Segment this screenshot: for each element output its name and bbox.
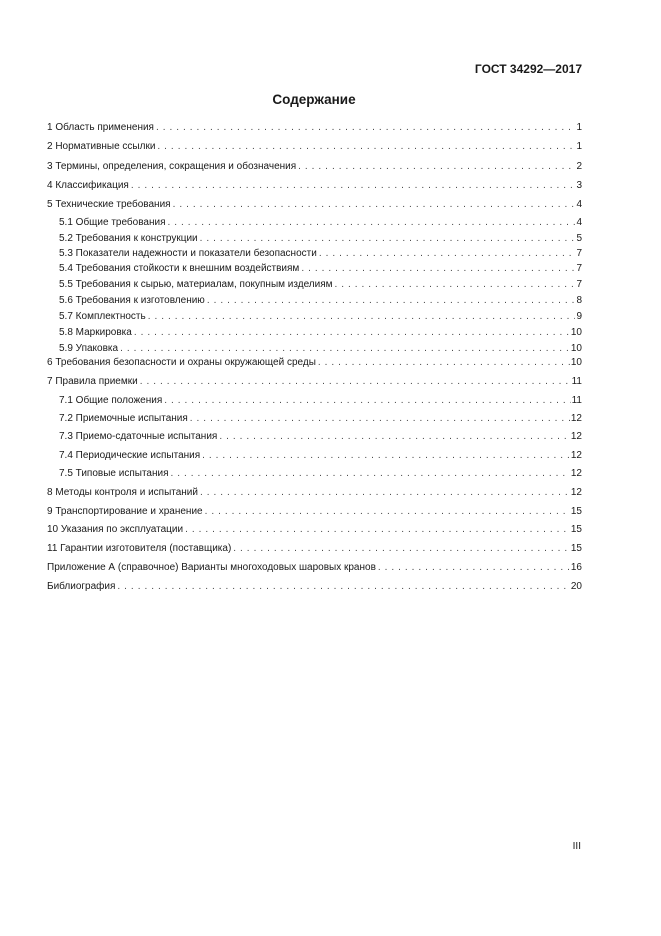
toc-leader-dots xyxy=(335,278,576,292)
toc-entry-page: 3 xyxy=(576,180,582,191)
toc-leader-dots xyxy=(156,121,575,135)
toc-entry xyxy=(47,140,582,154)
toc-entry-label: 5.7 Комплектность xyxy=(59,311,146,322)
toc-entry xyxy=(47,310,582,324)
toc-entry-label: 5.9 Упаковка xyxy=(59,343,119,354)
toc-entry-page: 20 xyxy=(570,581,582,592)
toc-entry-page: 1 xyxy=(576,141,582,152)
toc-entry xyxy=(47,523,582,537)
toc-entry-label: 9 Транспортирование и хранение xyxy=(47,506,203,517)
toc-entry-page: 12 xyxy=(570,450,582,461)
toc-entry-label: 5.1 Общие требования xyxy=(59,217,166,228)
toc-entry-page: 8 xyxy=(576,295,582,306)
toc-entry-page: 7 xyxy=(576,248,582,259)
toc-leader-dots xyxy=(219,430,570,444)
toc-entry-label: 5.2 Требования к конструкции xyxy=(59,233,198,244)
toc-entry xyxy=(47,486,582,500)
toc-entry xyxy=(47,232,582,246)
toc-leader-dots xyxy=(148,310,576,324)
toc-entry-page: 2 xyxy=(576,161,582,172)
toc-entry-label: Приложение А (справочное) Варианты многоходовых шаровых кранов xyxy=(47,562,376,573)
toc-entry xyxy=(47,262,582,276)
toc-entry xyxy=(47,561,582,575)
toc-leader-dots xyxy=(301,262,575,276)
toc-leader-dots xyxy=(205,505,570,519)
toc-entry-label: 7.3 Приемо-сдаточные испытания xyxy=(59,431,218,442)
toc-leader-dots xyxy=(202,449,570,463)
toc-entry-page: 15 xyxy=(570,543,582,554)
toc-entry-label: 5.8 Маркировка xyxy=(59,327,132,338)
toc-entry xyxy=(47,449,582,463)
toc-entry-page: 9 xyxy=(576,311,582,322)
toc-leader-dots xyxy=(171,467,570,481)
page-title: Содержание xyxy=(272,92,356,107)
toc-entry-page: 7 xyxy=(576,263,582,274)
toc-entry-page: 7 xyxy=(576,279,582,290)
toc-entry-label: 11 Гарантии изготовителя (поставщика) xyxy=(47,543,232,554)
toc-leader-dots xyxy=(157,140,575,154)
toc-entry-label: 2 Нормативные ссылки xyxy=(47,141,156,152)
toc-entry xyxy=(47,342,582,356)
toc-leader-dots xyxy=(318,356,570,370)
toc-leader-dots xyxy=(185,523,570,537)
toc-entry xyxy=(47,216,582,230)
toc-leader-dots xyxy=(200,486,570,500)
toc-entry-label: Библиография xyxy=(47,581,116,592)
toc-leader-dots xyxy=(120,342,570,356)
toc-leader-dots xyxy=(200,232,576,246)
toc-entry-page: 15 xyxy=(570,524,582,535)
toc-entry-page: 12 xyxy=(570,431,582,442)
toc-leader-dots xyxy=(378,561,570,575)
toc-entry-page: 12 xyxy=(570,487,582,498)
toc-entry-page: 4 xyxy=(576,199,582,210)
toc-leader-dots xyxy=(190,412,570,426)
toc-entry xyxy=(47,505,582,519)
toc-entry xyxy=(47,356,582,370)
toc-entry xyxy=(47,247,582,261)
toc-entry-page: 12 xyxy=(570,468,582,479)
toc-entry-page: 11 xyxy=(571,376,582,387)
toc-entry-label: 7.1 Общие положения xyxy=(59,395,163,406)
toc-entry-page: 10 xyxy=(570,357,582,368)
toc-entry-label: 4 Классификация xyxy=(47,180,129,191)
toc-leader-dots xyxy=(298,160,575,174)
toc-entry-label: 3 Термины, определения, сокращения и обозначения xyxy=(47,161,297,172)
toc-entry-label: 5.4 Требования стойкости к внешним воздействиям xyxy=(59,263,300,274)
toc-entry xyxy=(47,375,582,389)
toc-entry xyxy=(47,278,582,292)
toc-entry-label: 5.3 Показатели надежности и показатели безопасности xyxy=(59,248,317,259)
toc-entry-label: 5.6 Требования к изготовлению xyxy=(59,295,205,306)
toc-entry xyxy=(47,326,582,340)
toc-entry xyxy=(47,412,582,426)
toc-entry xyxy=(47,160,582,174)
toc-entry xyxy=(47,121,582,135)
toc-entry-page: 16 xyxy=(570,562,582,573)
toc-leader-dots xyxy=(173,198,576,212)
page-number: III xyxy=(572,841,581,852)
toc-entry-page: 15 xyxy=(570,506,582,517)
toc-leader-dots xyxy=(131,179,576,193)
toc-entry-label: 10 Указания по эксплуатации xyxy=(47,524,184,535)
toc-entry-page: 10 xyxy=(570,327,582,338)
toc-leader-dots xyxy=(140,375,571,389)
toc-entry-page: 10 xyxy=(570,343,582,354)
toc-entry-page: 11 xyxy=(571,395,582,406)
toc-entry xyxy=(47,294,582,308)
toc-entry-label: 7.4 Периодические испытания xyxy=(59,450,201,461)
toc-entry-page: 1 xyxy=(576,122,582,133)
toc-entry-label: 7 Правила приемки xyxy=(47,376,138,387)
toc-leader-dots xyxy=(134,326,570,340)
toc-entry-label: 7.2 Приемочные испытания xyxy=(59,413,188,424)
toc-leader-dots xyxy=(207,294,576,308)
toc-entry-label: 6 Требования безопасности и охраны окружающей среды xyxy=(47,357,316,368)
toc-entry-page: 4 xyxy=(576,217,582,228)
toc-entry-label: 5 Технические требования xyxy=(47,199,171,210)
toc-leader-dots xyxy=(233,542,570,556)
toc-entry xyxy=(47,467,582,481)
document-id: ГОСТ 34292—2017 xyxy=(474,62,582,76)
toc-leader-dots xyxy=(168,216,576,230)
toc-entry-label: 5.5 Требования к сырью, материалам, покупным изделиям xyxy=(59,279,333,290)
toc-leader-dots xyxy=(164,394,570,408)
toc-entry-label: 1 Область применения xyxy=(47,122,154,133)
toc-entry xyxy=(47,430,582,444)
toc-entry xyxy=(47,394,582,408)
toc-entry xyxy=(47,542,582,556)
toc-entry-label: 8 Методы контроля и испытаний xyxy=(47,487,198,498)
toc-entry-page: 5 xyxy=(576,233,582,244)
toc-leader-dots xyxy=(117,580,569,594)
toc-entry-label: 7.5 Типовые испытания xyxy=(59,468,169,479)
toc-entry xyxy=(47,198,582,212)
toc-entry xyxy=(47,580,582,594)
toc-entry xyxy=(47,179,582,193)
toc-leader-dots xyxy=(319,247,576,261)
toc-entry-page: 12 xyxy=(570,413,582,424)
